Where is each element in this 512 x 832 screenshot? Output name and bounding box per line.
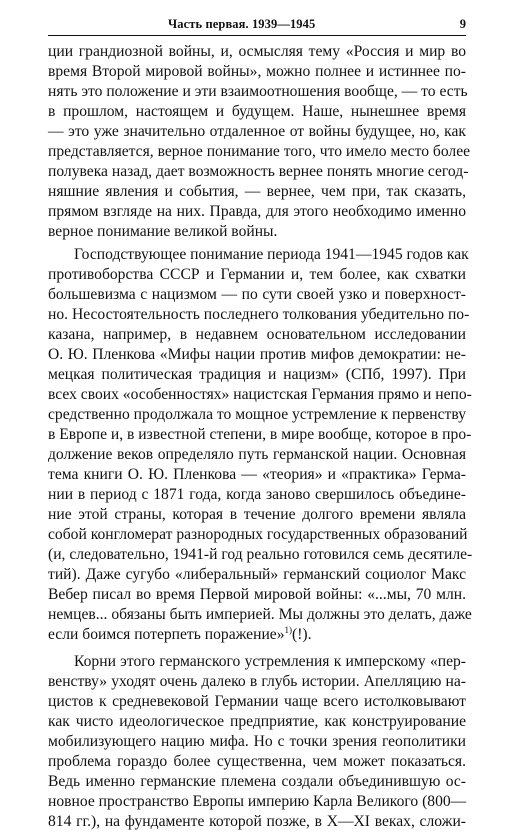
exclamation-text: (!). — [292, 626, 312, 643]
text-line: Господствующее понимание периода 1941—1945 годов как — [74, 246, 469, 263]
text-line: как чисто идеологическое предприятие, как конструирование — [48, 713, 466, 730]
text-line: венству» уходят очень далеко в глубь истории. Апелляцию на- — [48, 673, 466, 690]
text-line: но. Несостоятельность последнего толкования убедительно по- — [48, 306, 470, 323]
text-line: казана, например, в недавнем основательном исследовании — [48, 326, 466, 343]
text-line: 814 гг.), на фундаменте которой позже, в X—XI веках, сложи- — [48, 813, 466, 830]
page-number: 9 — [459, 17, 466, 31]
text-line: нии в период с 1871 года, когда заново свершилось объедине- — [48, 486, 466, 503]
body-text — [48, 42, 473, 832]
text-line: прямом взгляде на них. Правда, для этого необходимо именно — [48, 203, 466, 220]
text-line: мецкая политическая традиция и нацизм» (СПб, 1997). При — [48, 366, 466, 383]
text-line: средственно продолжала то мощное устремление к первенству — [48, 406, 467, 423]
text-line: новное пространство Европы империю Карла Великого (800— — [48, 793, 467, 810]
quote-end-text: если боимся потерпеть поражение» — [48, 626, 285, 643]
text-line: тий). Даже сугубо «либеральный» германский социолог Макс — [48, 566, 466, 583]
text-line: время Второй мировой войны», можно полнее и истиннее по- — [48, 63, 466, 80]
text-line: в прошлом, настоящем и будущем. Наше, нынешнее время — [48, 103, 466, 120]
text-line: проблема гораздо более существенна, чем может показаться. — [48, 753, 466, 770]
text-line — [48, 625, 466, 645]
text-line: тема книги О. Ю. Пленкова — «теория» и «практика» Герма- — [48, 466, 466, 483]
header-rule — [48, 35, 466, 36]
text-line: ние этой страны, которая в течение долгого времени являла — [48, 506, 466, 523]
chapter-title: Часть первая. 1939—1945 — [168, 17, 316, 31]
text-line: няшние явления и события, — вернее, чем при, так сказать, — [48, 183, 466, 200]
text-line: Корни этого германского устремления к имперскому «пер- — [74, 653, 466, 670]
text-line: большевизма с нацизмом — по сути своей узко и поверхност- — [48, 286, 466, 303]
text-line: немцев... обязаны быть империей. Мы должны это делать, даже — [48, 606, 472, 623]
text-line: ции грандиозной войны, и, осмысляя тему «Россия и мир во — [48, 43, 466, 60]
text-line: — это уже значительно отдаленное от войны будущее, но, как — [48, 123, 466, 140]
text-line: Ведь именно германские племена создали объединившую ос- — [48, 773, 466, 790]
text-line: противоборства СССР и Германии и, тем более, как схватки — [48, 266, 466, 283]
text-line: верное понимание великой войны. — [48, 223, 278, 240]
text-line: мобилизующего нацию мифа. Но с точки зрения геополитики — [48, 733, 466, 750]
text-line: всех своих «особенностях» нацистская Германия прямо и непо- — [48, 386, 472, 403]
text-line: цистов к средневековой Германии чаще всего истолковывают — [48, 693, 466, 710]
text-line: нять это положение и эти взаимоотношения вообще, — то есть — [48, 83, 468, 100]
text-line: (и, следовательно, 1941-й год реально готовился семь десятиле- — [48, 546, 473, 563]
footnote-marker: 1) — [284, 624, 293, 635]
running-header — [48, 17, 466, 35]
text-line: полувека назад, дает возможность вернее понять многие сегод- — [48, 163, 469, 180]
text-line: собой конгломерат разнородных государственных образований — [48, 526, 468, 543]
text-line: представляется, верное понимание того, что имело место более — [48, 143, 471, 160]
text-line: должение веков определяло путь германской нации. Основная — [48, 446, 466, 463]
text-line: О. Ю. Пленкова «Мифы нации против мифов демократии: не- — [48, 346, 466, 363]
text-line: Вебер писал во время Первой мировой войны: «...мы, 70 млн. — [48, 586, 466, 603]
text-line: в Европе и, в известной степени, в мире вообще, которое в про- — [48, 426, 472, 443]
